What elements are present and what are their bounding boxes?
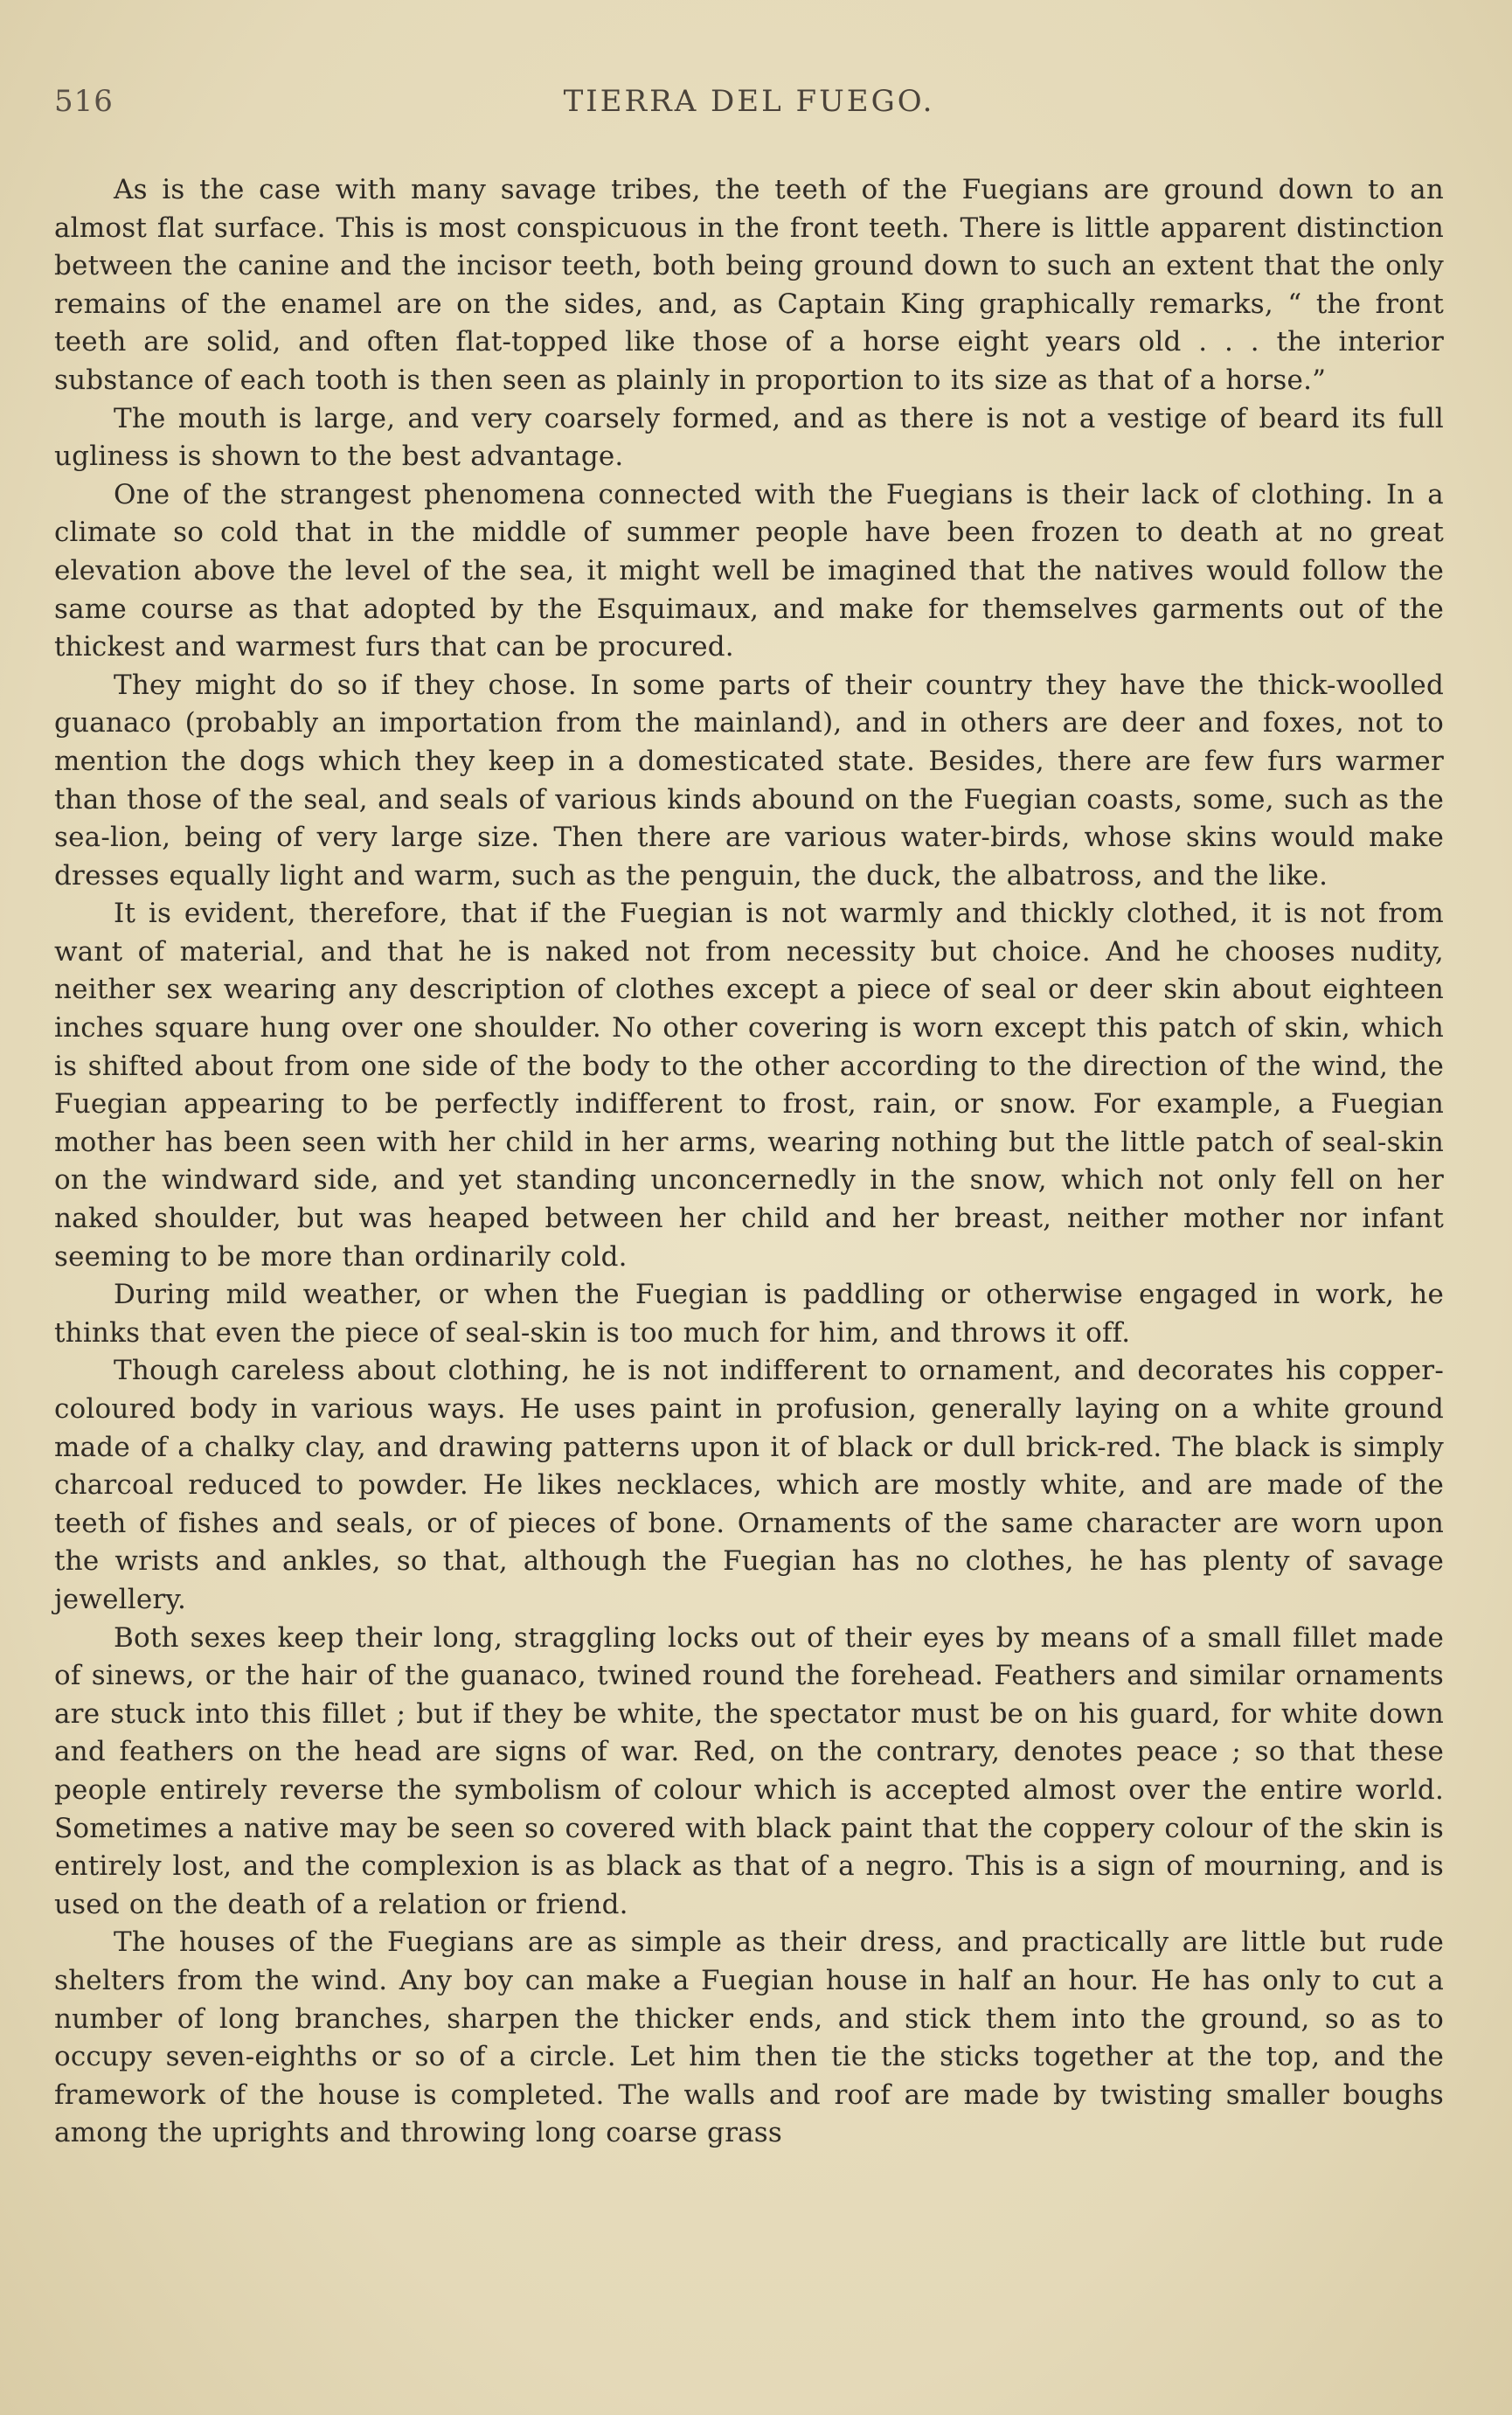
paragraph-mild-weather: During mild weather, or when the Fuegian is paddling or otherwise engaged in work, he thinks that even the piece of seal-skin is too much for him, and throws it off.	[54, 1279, 1444, 1349]
page-number: 516	[54, 84, 114, 119]
book-page	[54, 84, 1444, 2153]
running-head	[54, 84, 1444, 136]
paragraph-clothing: One of the strangest phenomena connected with the Fuegians is their lack of clothing. In a climate so cold that in the middle of summer people have been frozen to death at no great elevation above the level of the sea, it might well be imagined that the natives would follow the same course as that adopted by the Esquimaux, and make for themselves garments out of the thickest and warmest furs that can be procured.	[54, 478, 1444, 663]
paragraph-ornament: Though careless about clothing, he is not indifferent to ornament, and decorates his copper-coloured body in various ways. He uses paint in profusion, generally laying on a white ground made of a chalky clay, and drawing patterns upon it of black or dull brick-red. The black is simply charcoal reduced to powder. He likes necklaces, which are mostly white, and are made of the teeth of fishes and seals, or of pieces of bone. Ornaments of the same character are worn upon the wrists and ankles, so that, although the Fuegian has no clothes, he has plenty of savage jewellery.	[54, 1355, 1444, 1615]
paragraph-teeth: As is the case with many savage tribes, the teeth of the Fuegians are ground down to an almost flat surface. This is most conspicuous in the front teeth. There is little apparent distinction between the canine and the incisor teeth, both being ground down to such an extent that the only remains of the enamel are on the sides, and, as Captain King graphically remarks, “ the front teeth are solid, and often flat-topped like those of a horse eight years old . . . the interior substance of each tooth is then seen as plainly in proportion to its size as that of a horse.”	[54, 174, 1444, 396]
paragraph-fillet: Both sexes keep their long, straggling locks out of their eyes by means of a small fillet made of sinews, or the hair of the guanaco, twined round the forehead. Feathers and similar ornaments are stuck into this fillet ; but if they be white, the spectator must be on his guard, for white down and feathers on the head are signs of war. Red, on the contrary, denotes peace ; so that these people entirely reverse the symbolism of colour which is accepted almost over the entire world. Sometimes a native may be seen so covered with black paint that the coppery colour of the skin is entirely lost, and the complexion is as black as that of a negro. This is a sign of mourning, and is used on the death of a relation or friend.	[54, 1621, 1444, 1920]
body-text	[54, 171, 1444, 2153]
paragraph-houses: The houses of the Fuegians are as simple as their dress, and practically are little but rude shelters from the wind. Any boy can make a Fuegian house in half an hour. He has only to cut a number of long branches, sharpen the thicker ends, and stick them into the ground, so as to occupy seven-eighths or so of a circle. Let him then tie the sticks together at the top, and the framework of the house is completed. The walls and roof are made by twisting smaller boughs among the uprights and throwing long coarse grass	[54, 1926, 1444, 2149]
paragraph-furs: They might do so if they chose. In some parts of their country they have the thick-woolled guanaco (probably an importation from the mainland), and in others are deer and foxes, not to mention the dogs which they keep in a domesticated state. Besides, there are few furs warmer than those of the seal, and seals of various kinds abound on the Fuegian coasts, some, such as the sea-lion, being of very large size. Then there are various water-birds, whose skins would make dresses equally light and warm, such as the penguin, the duck, the albatross, and the like.	[54, 669, 1444, 892]
running-title: TIERRA DEL FUEGO.	[563, 84, 935, 119]
paragraph-nudity: It is evident, therefore, that if the Fuegian is not warmly and thickly clothed, it is not from want of material, and that he is naked not from necessity but choice. And he chooses nudity, neither sex wearing any description of clothes except a piece of seal or deer skin about eighteen inches square hung over one shoulder. No other covering is worn except this patch of skin, which is shifted about from one side of the body to the other according to the direction of the wind, the Fuegian appearing to be perfectly indifferent to frost, rain, or snow. For example, a Fuegian mother has been seen with her child in her arms, wearing nothing but the little patch of seal-skin on the windward side, and yet standing unconcernedly in the snow, which not only fell on her naked shoulder, but was heaped between her child and her breast, neither mother nor infant seeming to be more than ordinarily cold.	[54, 898, 1444, 1273]
paragraph-mouth: The mouth is large, and very coarsely formed, and as there is not a vestige of beard its full ugliness is shown to the best advantage.	[54, 402, 1444, 473]
